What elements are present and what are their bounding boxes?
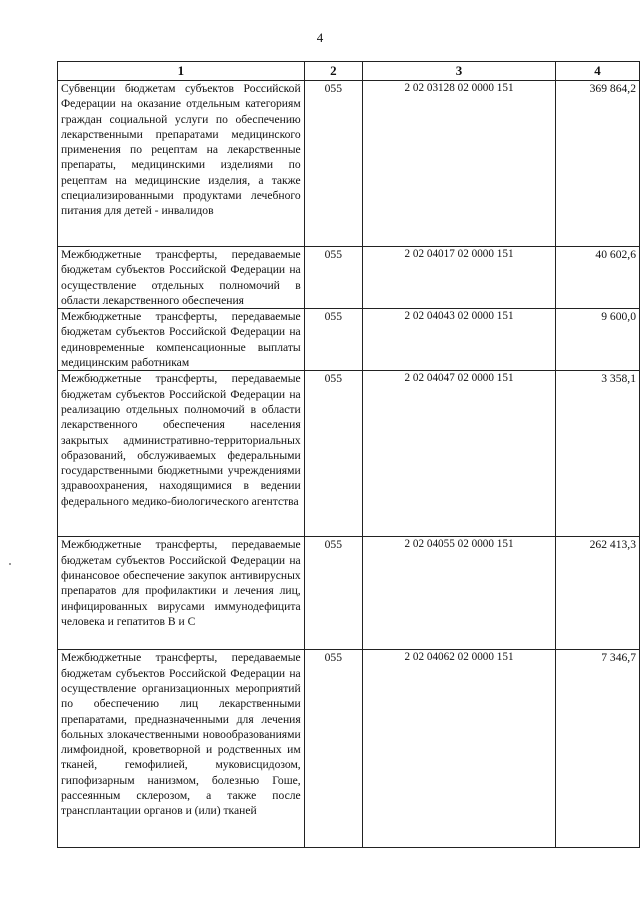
scan-speck [9, 563, 11, 565]
row-budget-code: 2 02 03128 02 0000 151 [362, 81, 555, 247]
table-row [58, 650, 640, 848]
row-amount: 9 600,0 [556, 309, 640, 371]
row-admin-code: 055 [304, 537, 362, 650]
row-description: Межбюджетные трансферты, передаваемые бюджетам субъектов Российской Федерации на финансовое обеспечение закупок антивирусных препаратов для профилактики и лечения лиц, инфицированных вирусами иммунодефицита человека и гепатитов В и С [58, 537, 305, 650]
row-admin-code: 055 [304, 650, 362, 848]
row-admin-code: 055 [304, 371, 362, 537]
row-budget-code: 2 02 04047 02 0000 151 [362, 371, 555, 537]
row-description: Межбюджетные трансферты, передаваемые бюджетам субъектов Российской Федерации на осуществление организационных мероприятий по обеспечению лиц лекарственными препаратами, предназначенными для лечения больных злокачественными новообразованиями лимфоидной, кроветворной и родственных им тканей, гемофилией, муковисцидозом, гипофизарным нанизмом, болезнью Гоше, рассеянным склерозом, а также после трансплантации органов и (или) тканей [58, 650, 305, 848]
table-row [58, 537, 640, 650]
row-budget-code: 2 02 04055 02 0000 151 [362, 537, 555, 650]
row-amount: 7 346,7 [556, 650, 640, 848]
column-header-1: 1 [58, 62, 305, 81]
row-amount: 369 864,2 [556, 81, 640, 247]
table-row [58, 309, 640, 371]
row-description: Межбюджетные трансферты, передаваемые бюджетам субъектов Российской Федерации на осуществление отдельных полномочий в области лекарственного обеспечения [58, 247, 305, 309]
row-description: Субвенции бюджетам субъектов Российской Федерации на оказание отдельным категориям граждан социальной услуги по обеспечению лекарственными препаратами медицинского применения по рецептам на лекарственные препараты, медицинскими изделиями по рецептам на медицинские изделия, а также специализированными продуктами лечебного питания для детей - инвалидов [58, 81, 305, 247]
row-budget-code: 2 02 04017 02 0000 151 [362, 247, 555, 309]
column-header-2: 2 [304, 62, 362, 81]
table-row [58, 371, 640, 537]
row-amount: 262 413,3 [556, 537, 640, 650]
column-header-3: 3 [362, 62, 555, 81]
row-budget-code: 2 02 04043 02 0000 151 [362, 309, 555, 371]
revenue-table [57, 61, 640, 848]
column-header-4: 4 [556, 62, 640, 81]
table-row [58, 247, 640, 309]
row-amount: 3 358,1 [556, 371, 640, 537]
row-budget-code: 2 02 04062 02 0000 151 [362, 650, 555, 848]
row-description: Межбюджетные трансферты, передаваемые бюджетам субъектов Российской Федерации на единовременные компенсационные выплаты медицинским работникам [58, 309, 305, 371]
row-admin-code: 055 [304, 81, 362, 247]
table-header-row [58, 62, 640, 81]
page-number: 4 [316, 30, 324, 45]
table-row [58, 81, 640, 247]
row-description: Межбюджетные трансферты, передаваемые бюджетам субъектов Российской Федерации на реализацию отдельных полномочий в области лекарственного обеспечения населения закрытых административно-территориальных образований, обслуживаемых федеральными государственными бюджетными учреждениями здравоохранения, находящимися в ведении федерального медико-биологического агентства [58, 371, 305, 537]
row-admin-code: 055 [304, 309, 362, 371]
row-amount: 40 602,6 [556, 247, 640, 309]
row-admin-code: 055 [304, 247, 362, 309]
